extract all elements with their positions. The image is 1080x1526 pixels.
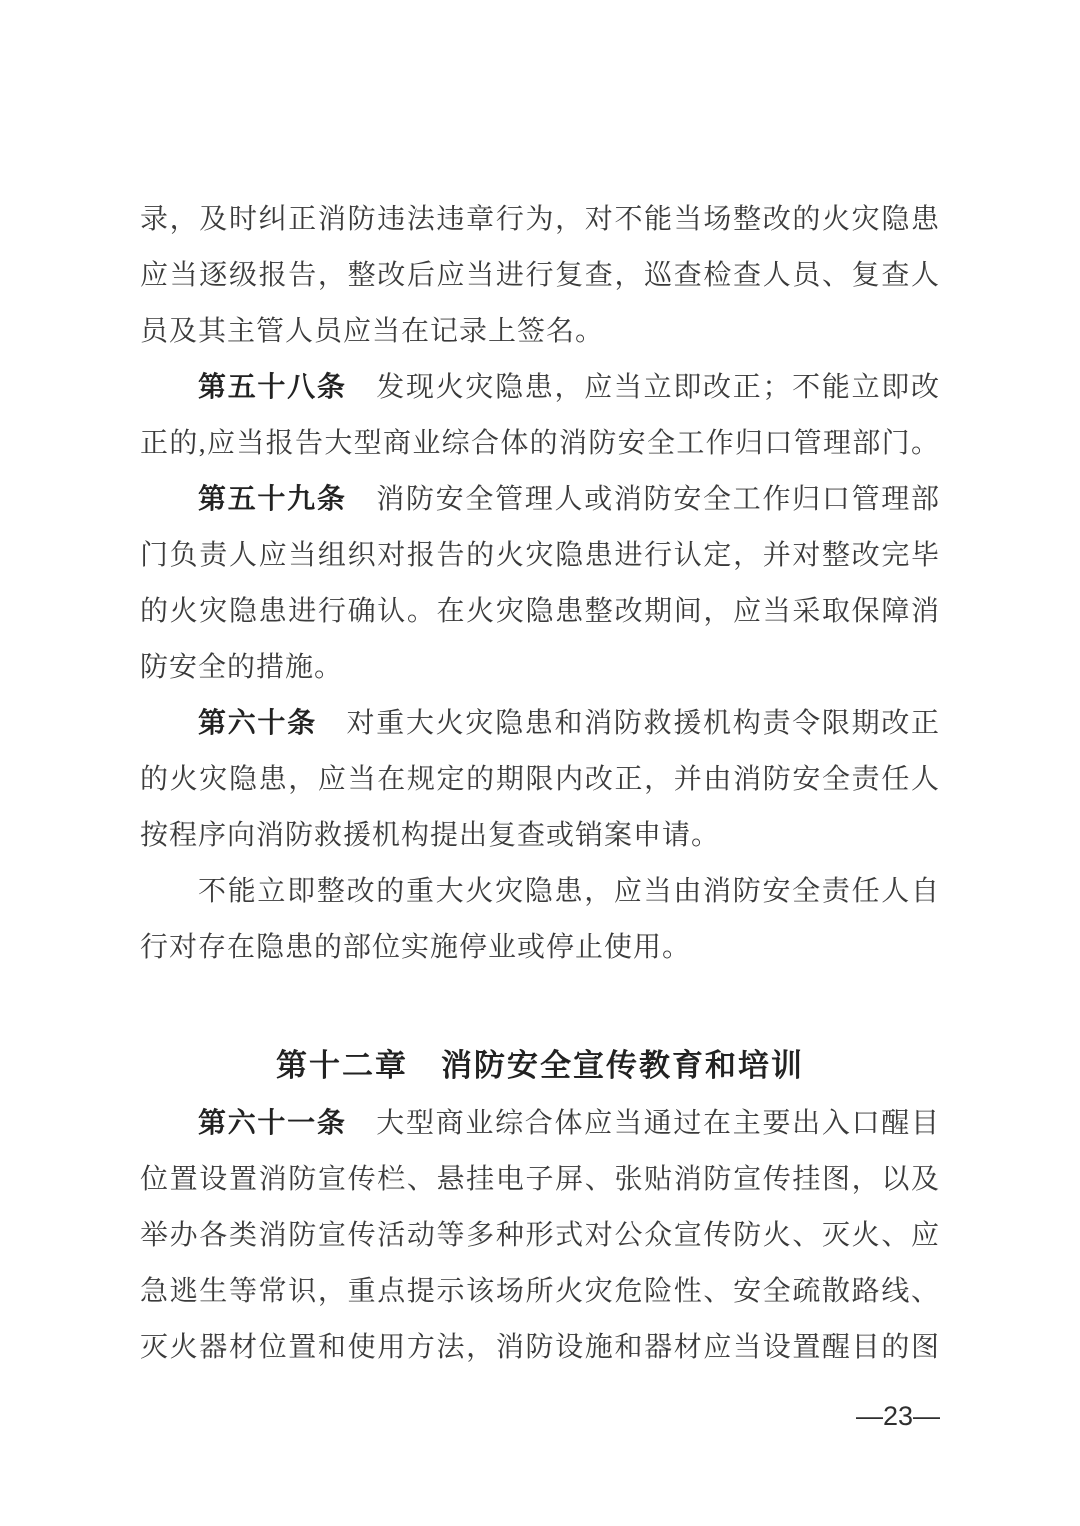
text-run: 急逃生等常识，重点提示该场所火灾危险性、安全疏散路线、 xyxy=(140,1276,940,1307)
text-run: 录，及时纠正消防违法违章行为，对不能当场整改的火灾隐患 xyxy=(140,204,940,235)
text-line xyxy=(140,1208,940,1264)
text-line xyxy=(140,752,940,808)
text-run: 灭火器材位置和使用方法，消防设施和器材应当设置醒目的图 xyxy=(140,1332,940,1363)
text-line xyxy=(140,360,940,416)
article-number: 第六十一条 xyxy=(198,1108,347,1139)
text-line xyxy=(140,192,940,248)
text-run: 门负责人应当组织对报告的火灾隐患进行认定，并对整改完毕 xyxy=(140,540,940,571)
article-number: 第五十八条 xyxy=(198,372,347,403)
text-run: 发现火灾隐患，应当立即改正；不能立即改 xyxy=(346,372,940,403)
text-line xyxy=(140,640,940,696)
text-line xyxy=(140,304,940,360)
chapter-heading xyxy=(140,1038,940,1094)
text-line xyxy=(140,248,940,304)
text-line xyxy=(140,584,940,640)
article-number: 第五十九条 xyxy=(198,484,347,515)
text-run: 行对存在隐患的部位实施停业或停止使用。 xyxy=(140,932,692,963)
text-line xyxy=(140,864,940,920)
text-run: 的火灾隐患，应当在规定的期限内改正，并由消防安全责任人 xyxy=(140,764,940,795)
document-body xyxy=(140,192,940,1376)
text-run: 员及其主管人员应当在记录上签名。 xyxy=(140,316,605,347)
text-run: 对重大火灾隐患和消防救援机构责令限期改正 xyxy=(316,708,940,739)
text-line xyxy=(140,1152,940,1208)
text-line xyxy=(140,416,940,472)
text-line xyxy=(140,808,940,864)
text-run: 防安全的措施。 xyxy=(140,652,344,683)
text-line xyxy=(140,1096,940,1152)
text-run: 应当逐级报告，整改后应当进行复查，巡查检查人员、复查人 xyxy=(140,260,940,291)
page-number: —23— xyxy=(855,1401,940,1431)
text-run: 消防安全管理人或消防安全工作归口管理部 xyxy=(346,484,940,515)
text-run: 按程序向消防救援机构提出复查或销案申请。 xyxy=(140,820,721,851)
text-line xyxy=(140,1264,940,1320)
text-line xyxy=(140,472,940,528)
text-run: 大型商业综合体应当通过在主要出入口醒目 xyxy=(346,1108,940,1139)
text-line xyxy=(140,920,940,976)
text-run: 位置设置消防宣传栏、悬挂电子屏、张贴消防宣传挂图，以及 xyxy=(140,1164,940,1195)
article-number: 第六十条 xyxy=(198,708,317,739)
text-run: 正的,应当报告大型商业综合体的消防安全工作归口管理部门。 xyxy=(140,428,940,459)
text-run: 的火灾隐患进行确认。在火灾隐患整改期间，应当采取保障消 xyxy=(140,596,940,627)
text-run: 举办各类消防宣传活动等多种形式对公众宣传防火、灭火、应 xyxy=(140,1220,940,1251)
text-line xyxy=(140,1320,940,1376)
text-line xyxy=(140,528,940,584)
text-line xyxy=(140,696,940,752)
article-number: 第十二章 消防安全宣传教育和培训 xyxy=(276,1048,804,1083)
text-run: 不能立即整改的重大火灾隐患，应当由消防安全责任人自 xyxy=(198,876,940,907)
